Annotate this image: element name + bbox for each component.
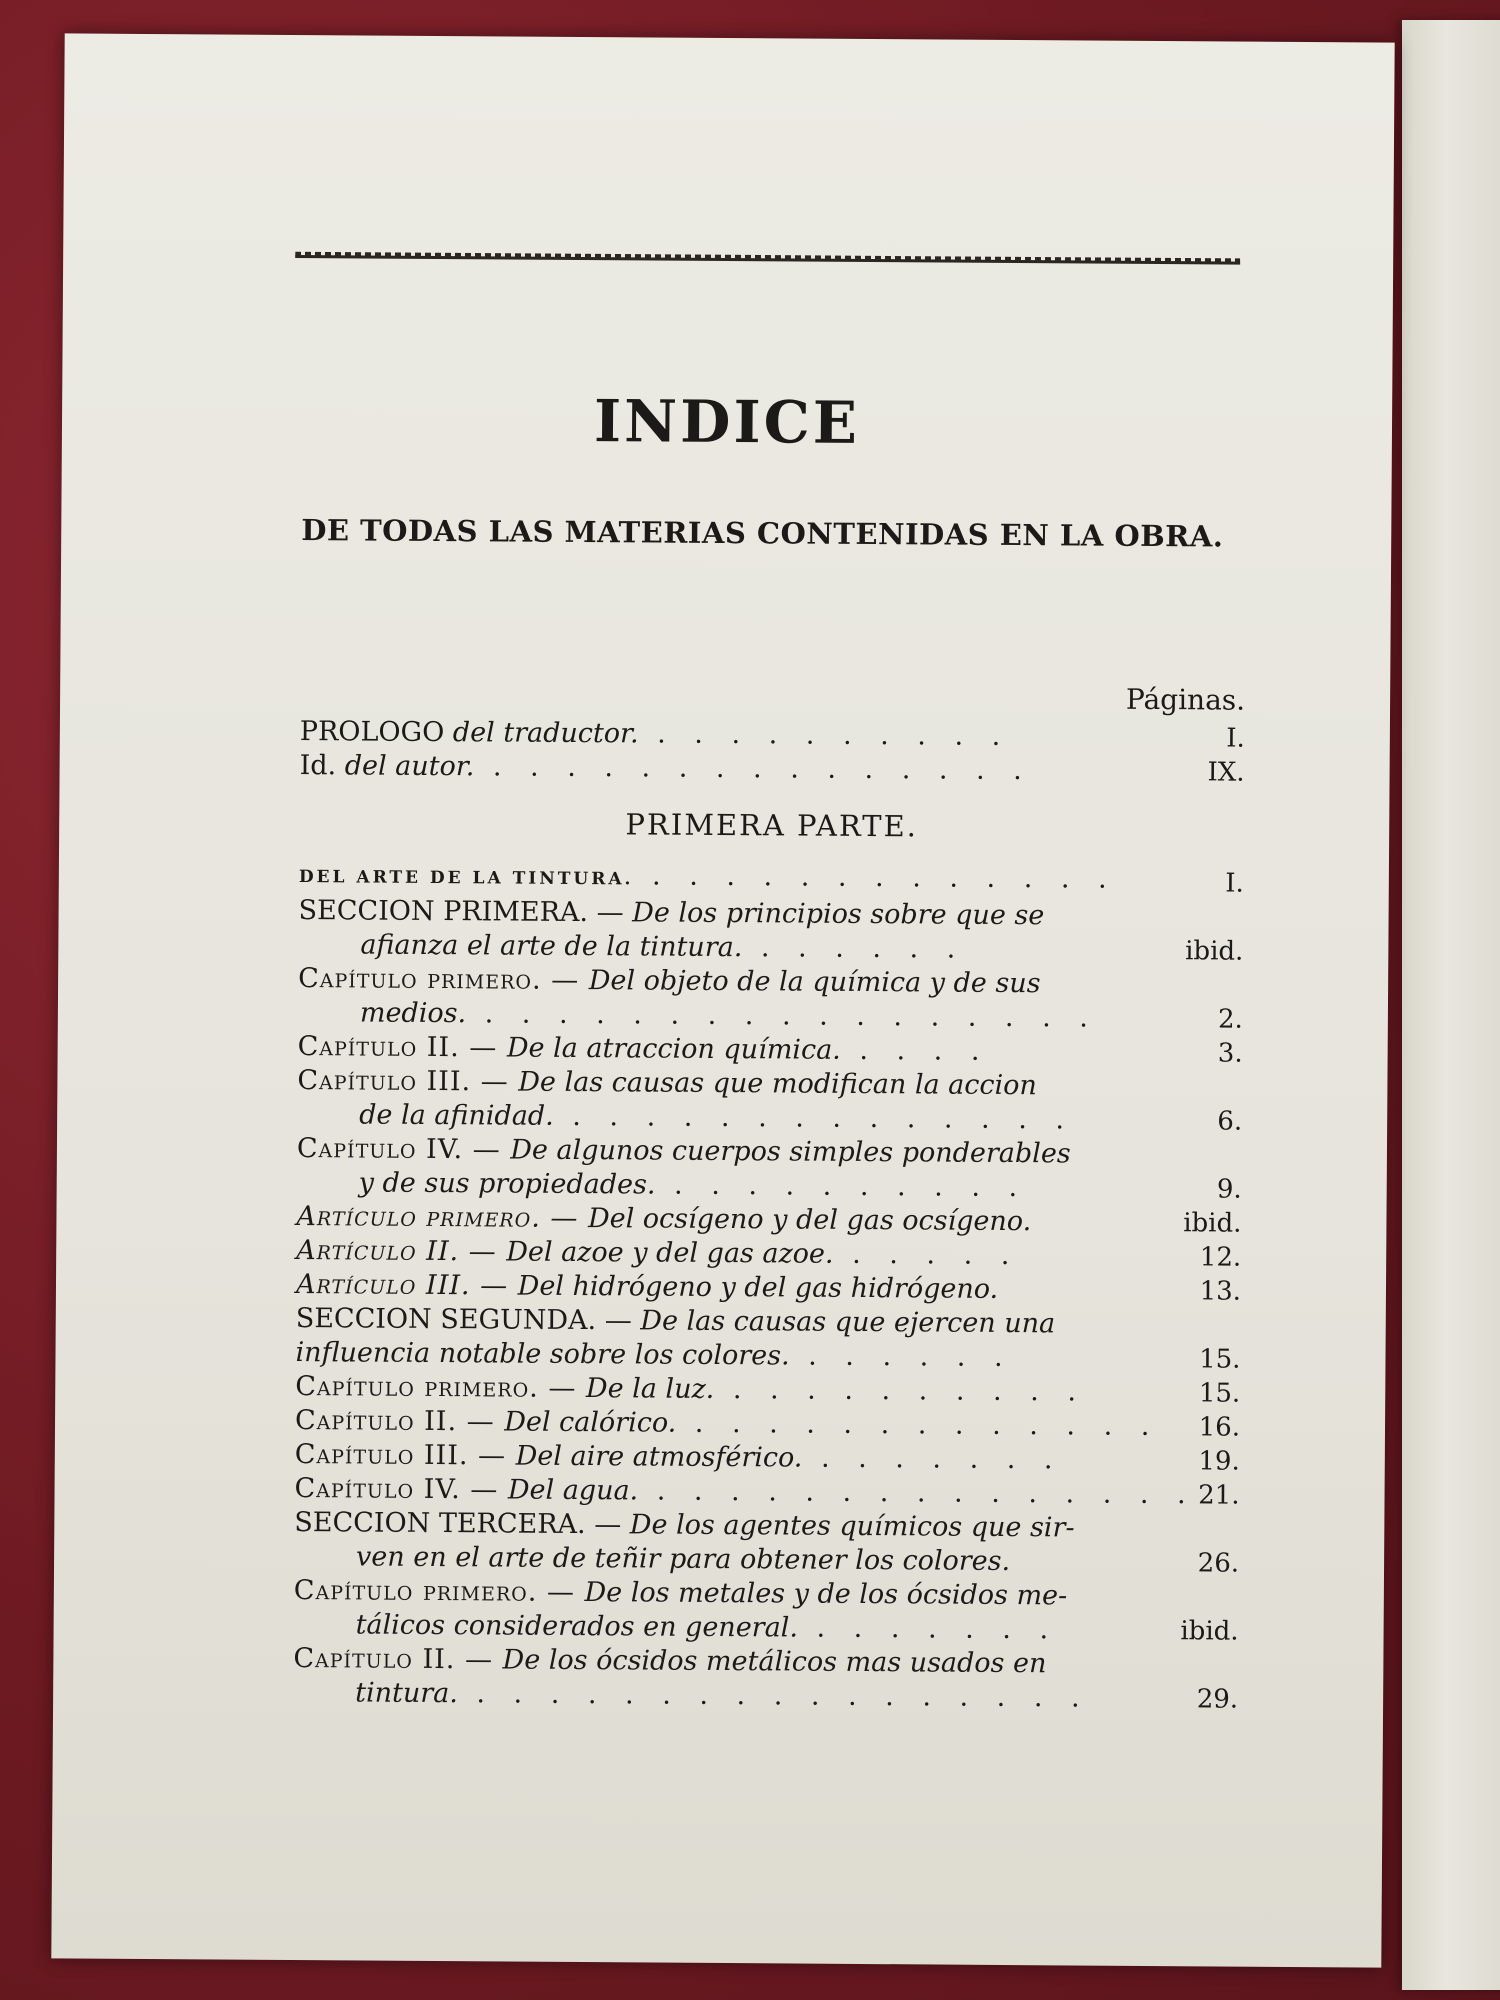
entry-page: 12. (1199, 1242, 1242, 1273)
entry-page: 3. (1217, 1038, 1243, 1069)
book-page (51, 33, 1394, 1967)
entry-desc: Del azoe y del gas azoe. (506, 1236, 834, 1270)
leader-dots: . . . . . . . . . . . . . (676, 1407, 1160, 1443)
leader-dots: . . . . . . . . . . . . . . . (474, 751, 1032, 787)
entry-desc: Del calórico. (504, 1406, 677, 1439)
entry-lead: PROLOGO (299, 716, 445, 749)
leader-dots: . . . . . . . . . . (714, 1373, 1087, 1408)
entry-lead: Capítulo primero. — (295, 1371, 587, 1405)
entry-desc-continued: medios. (359, 997, 467, 1030)
entry-desc: De las causas que modifican la accion (518, 1066, 1037, 1102)
facing-page-edge (1402, 20, 1500, 1990)
entry-lead: Artículo primero. — (296, 1201, 589, 1235)
part-heading: PRIMERA PARTE. (625, 807, 919, 844)
entry-lead: Capítulo primero. — (298, 963, 589, 997)
entry-desc: Del agua. (507, 1474, 639, 1507)
leader-dots: . . . . . . . . . . . . . . (553, 1100, 1075, 1136)
leader-dots: . . . . . . . . . . . . . . . (638, 1475, 1196, 1511)
entry-lead: Artículo II. — (296, 1235, 507, 1268)
leader-dots: . . . . (840, 1034, 990, 1067)
entry-lead: DEL ARTE DE LA TINTURA. (298, 867, 634, 890)
entry-lead: SECCION PRIMERA. — (298, 895, 633, 929)
entry-page: 13. (1199, 1276, 1242, 1307)
entry-desc: De algunos cuerpos simples ponderables (510, 1134, 1071, 1170)
entry-desc: De los agentes químicos que sir- (629, 1509, 1075, 1544)
entry-desc-continued: influencia notable sobre los colores. (295, 1337, 790, 1372)
entry-page: ibid. (1185, 936, 1244, 967)
leader-dots: . . . . . . . . . . (638, 718, 1011, 752)
leader-dots: . . . . . . (789, 1340, 1013, 1374)
toc-entry (294, 1506, 1239, 1581)
entry-desc: Del hidrógeno y del gas hidrógeno. (517, 1270, 999, 1305)
entry-desc: De la luz. (585, 1373, 715, 1405)
entry-page: I. (1225, 868, 1244, 899)
toc-entry (295, 1302, 1240, 1377)
entry-lead: Capítulo II. — (293, 1643, 503, 1676)
entry-desc: del traductor. (444, 717, 639, 750)
entry-page: 9. (1216, 1174, 1242, 1205)
entry-desc: Del objeto de la química y de sus (588, 965, 1041, 1000)
pages-column-label: Páginas. (1125, 682, 1246, 717)
entry-page: I. (1226, 723, 1245, 754)
entry-page: 26. (1197, 1548, 1240, 1579)
entry-desc: del autor. (336, 750, 475, 783)
entry-lead: Capítulo II. — (297, 1031, 507, 1064)
entry-lead: Capítulo IV. — (294, 1473, 509, 1506)
leader-dots: . . . . . . (742, 932, 966, 965)
entry-desc: De la atraccion química. (506, 1032, 841, 1066)
entry-desc-continued: y de sus propiedades. (358, 1167, 656, 1201)
entry-lead: SECCION SEGUNDA. — (295, 1303, 641, 1337)
toc-entry (293, 1642, 1238, 1717)
page-title: INDICE (593, 387, 861, 457)
entry-desc-continued: tálicos considerados en general. (355, 1609, 799, 1644)
toc-entry (294, 1574, 1239, 1649)
entry-page: 6. (1217, 1106, 1243, 1137)
leader-dots: . . . . . . . . . . . . . (633, 860, 1117, 895)
entry-lead: Capítulo II. — (294, 1405, 505, 1438)
entry-page: 15. (1198, 1378, 1241, 1409)
leader-dots: . . . . . . . (802, 1442, 1063, 1476)
entry-page: 15. (1199, 1344, 1241, 1375)
leader-dots: . . . . . . . . . . (655, 1169, 1028, 1204)
entry-page: 19. (1198, 1446, 1240, 1477)
entry-page: ibid. (1183, 1208, 1242, 1239)
entry-lead: Capítulo primero. — (293, 1575, 585, 1609)
entry-desc-continued: ven en el arte de teñir para obtener los colores. (355, 1541, 1011, 1578)
entry-lead: Id. (299, 750, 337, 782)
entry-lead: Artículo III. — (295, 1269, 518, 1302)
page-subtitle: DE TODAS LAS MATERIAS CONTENIDAS EN LA OBRA. (301, 513, 1224, 554)
entry-page: ibid. (1180, 1616, 1239, 1647)
entry-desc: Del aire atmosférico. (515, 1440, 803, 1474)
entry-desc-continued: afianza el arte de la tintura. (360, 929, 743, 964)
leader-dots: . . . . . . . . . . . . . . . . . (465, 998, 1099, 1034)
toc-entry (297, 1132, 1242, 1207)
toc-entry (298, 962, 1243, 1037)
entry-desc: De los principios sobre que se (632, 897, 1045, 932)
entry-lead: Capítulo IV. — (296, 1133, 511, 1166)
entry-desc: Del ocsígeno y del gas ocsígeno. (587, 1203, 1032, 1238)
entry-page: 2. (1217, 1004, 1243, 1035)
leader-dots: . . . . . . . . . . . . . . . . . (457, 1678, 1090, 1714)
entry-desc: De los metales y de los ócsidos me- (584, 1577, 1068, 1612)
entry-lead: SECCION TERCERA. — (294, 1507, 630, 1541)
entry-page: 16. (1198, 1412, 1241, 1443)
entry-lead: Capítulo III. — (297, 1065, 519, 1098)
entry-desc: De las causas que ejercen una (640, 1305, 1056, 1340)
entry-desc: De los ócsidos metálicos mas usados en (502, 1644, 1047, 1680)
toc-entry (300, 749, 1245, 790)
entry-desc-continued: de la afinidad. (359, 1099, 554, 1132)
entry-page: 29. (1196, 1684, 1239, 1715)
entry-page: IX. (1207, 757, 1245, 788)
entry-page: 21. (1198, 1480, 1240, 1511)
toc-entry (298, 894, 1243, 969)
leader-dots: . . . . . . . (797, 1612, 1059, 1646)
entry-lead: Capítulo III. — (294, 1439, 516, 1472)
leader-dots: . . . . . (833, 1238, 1020, 1272)
table-of-contents (293, 715, 1245, 1717)
entry-desc-continued: tintura. (355, 1677, 458, 1710)
toc-entry (297, 1064, 1242, 1139)
